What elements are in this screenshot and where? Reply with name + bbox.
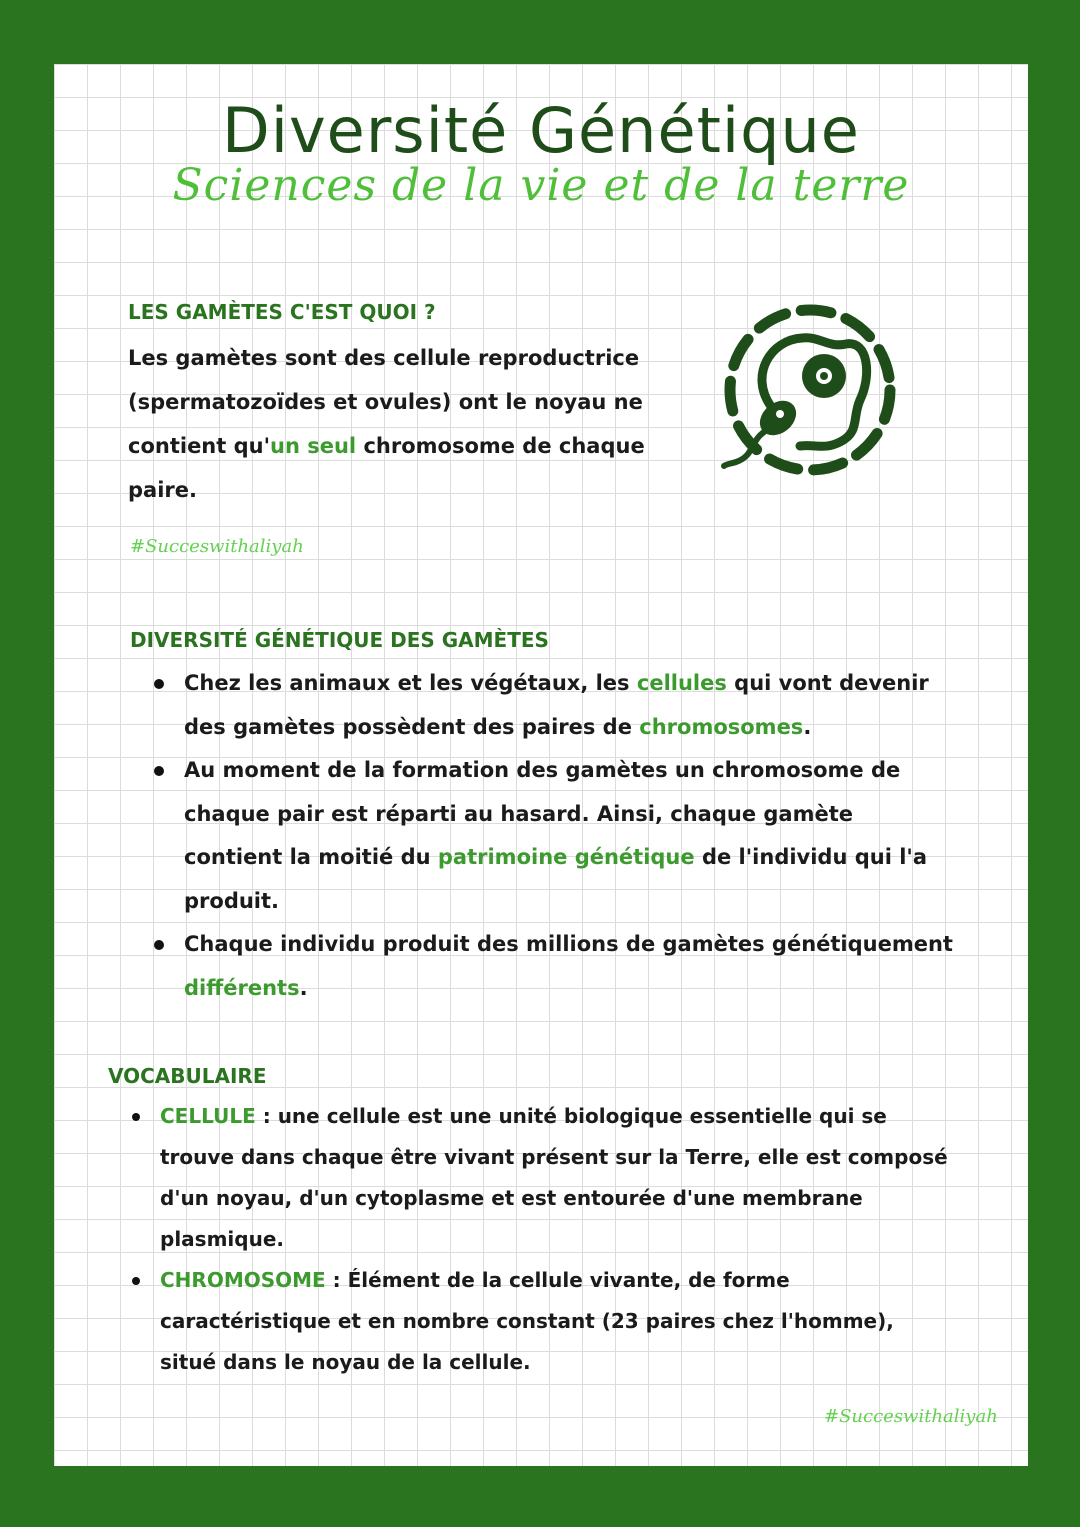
gametes-definition-text-b: chromosome de chaque paire.	[128, 434, 645, 502]
highlight-un-seul: un seul	[270, 434, 357, 458]
author-signature: #Succeswithaliyah	[130, 536, 304, 557]
vocab-definition: : Élément de la cellule vivante, de forme caractéristique et en nombre constant (23 paires chez l'homme), situé dans le noyau de la cellule.	[160, 1268, 894, 1374]
sperm-and-egg-icon	[720, 300, 900, 480]
section-heading-gametes: LES GAMÈTES C'EST QUOI ?	[128, 300, 436, 324]
vocabulary-item	[160, 1260, 950, 1383]
highlight-differents: différents	[184, 975, 300, 1000]
item-text: Chaque individu produit des millions de gamètes génétiquement	[184, 932, 953, 956]
vocabulary-list	[160, 1096, 950, 1383]
note-page	[54, 64, 1028, 1466]
list-item	[184, 749, 954, 923]
item-text: de l'individu qui l'a produit.	[184, 845, 928, 913]
diversity-list	[184, 662, 954, 1010]
footer-signature: #Succeswithaliyah	[824, 1406, 998, 1427]
vocab-term: CELLULE	[160, 1104, 256, 1128]
page-subtitle: Sciences de la vie et de la terre	[172, 160, 910, 211]
item-text: qui vont devenir des gamètes possèdent des paires de	[184, 671, 929, 739]
highlight-chromosomes: chromosomes	[639, 714, 804, 739]
vocab-definition: : une cellule est une unité biologique essentielle qui se trouve dans chaque être vivant présent sur la Terre, elle est composé d'un noyau, d'un cytoplasme et est entourée d'une membrane plasmique.	[160, 1104, 948, 1251]
list-item	[184, 662, 954, 749]
item-text: .	[803, 714, 812, 739]
section-heading-vocabulary: VOCABULAIRE	[108, 1064, 267, 1088]
vocab-term: CHROMOSOME	[160, 1268, 326, 1292]
item-text: Chez les animaux et les végétaux, les	[184, 671, 637, 695]
page-title: Diversité Génétique	[222, 94, 860, 167]
gametes-definition-text-a: Les gamètes sont des cellule reproductrice (spermatozoïdes et ovules) ont le noyau ne contient qu'	[128, 346, 643, 458]
item-text: Au moment de la formation des gamètes un chromosome de chaque pair est réparti au hasard. Ainsi, chaque gamète contient la moitié du	[184, 758, 901, 869]
highlight-cellules: cellules	[636, 671, 727, 695]
gametes-definition	[128, 336, 688, 512]
list-item	[184, 923, 954, 1010]
item-text: .	[299, 975, 308, 1000]
section-heading-diversity: DIVERSITÉ GÉNÉTIQUE DES GAMÈTES	[130, 628, 549, 652]
highlight-patrimoine: patrimoine génétique	[437, 845, 695, 869]
vocabulary-item	[160, 1096, 950, 1260]
